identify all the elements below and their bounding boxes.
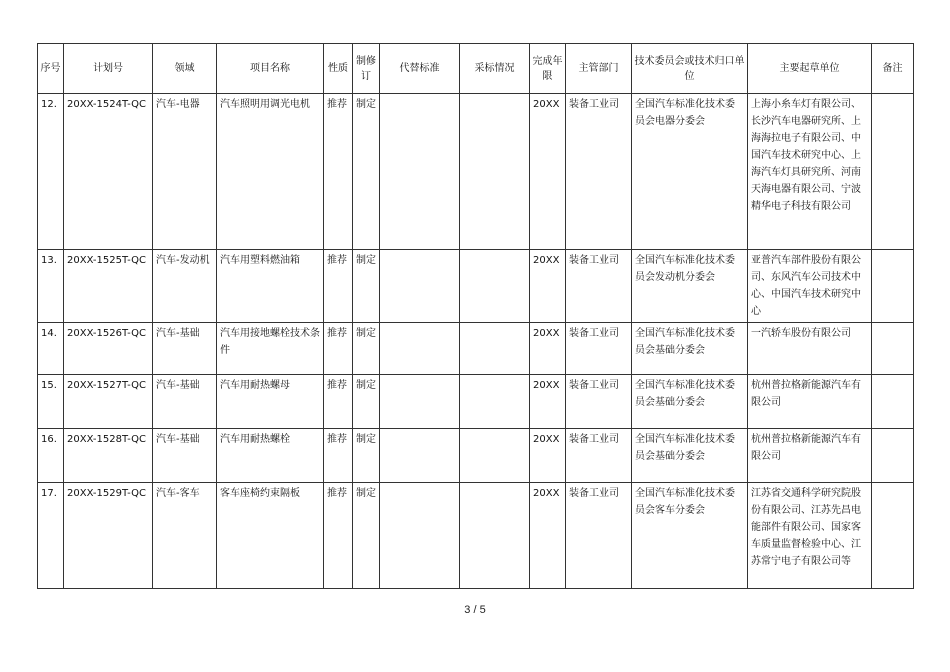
cell-domain: 汽车-基础 [153, 375, 217, 429]
cell-technical-committee: 全国汽车标准化技术委员会电器分委会 [632, 94, 748, 250]
cell-index: 15. [38, 375, 64, 429]
header-completion-year: 完成年限 [530, 44, 566, 94]
cell-replaced-standard [380, 375, 460, 429]
cell-remarks [872, 323, 914, 375]
header-remarks: 备注 [872, 44, 914, 94]
cell-nature: 推荐 [324, 250, 353, 323]
cell-index: 17. [38, 483, 64, 589]
cell-project-name: 汽车用耐热螺栓 [217, 429, 324, 483]
standards-plan-table [37, 43, 914, 589]
cell-technical-committee: 全国汽车标准化技术委员会基础分委会 [632, 375, 748, 429]
header-revision-type: 制修订 [353, 44, 380, 94]
cell-drafting-units: 杭州普拉格新能源汽车有限公司 [748, 429, 872, 483]
header-technical-committee: 技术委员会或技术归口单位 [632, 44, 748, 94]
cell-revision-type: 制定 [353, 94, 380, 250]
header-row [38, 44, 914, 94]
cell-adoption-status [460, 375, 530, 429]
cell-remarks [872, 250, 914, 323]
page-number: 3 / 5 [464, 604, 486, 616]
cell-plan-number: 20XX-1524T-QC [64, 94, 153, 250]
cell-competent-department: 装备工业司 [566, 375, 632, 429]
cell-plan-number: 20XX-1529T-QC [64, 483, 153, 589]
header-index: 序号 [38, 44, 64, 94]
cell-index: 12. [38, 94, 64, 250]
cell-replaced-standard [380, 323, 460, 375]
header-adoption-status: 采标情况 [460, 44, 530, 94]
table-row [38, 323, 914, 375]
cell-remarks [872, 483, 914, 589]
cell-replaced-standard [380, 94, 460, 250]
cell-adoption-status [460, 323, 530, 375]
cell-completion-year: 20XX [530, 250, 566, 323]
cell-completion-year: 20XX [530, 375, 566, 429]
cell-plan-number: 20XX-1526T-QC [64, 323, 153, 375]
cell-remarks [872, 429, 914, 483]
cell-index: 14. [38, 323, 64, 375]
table-row [38, 429, 914, 483]
cell-completion-year: 20XX [530, 323, 566, 375]
cell-completion-year: 20XX [530, 429, 566, 483]
cell-project-name: 客车座椅约束隔板 [217, 483, 324, 589]
cell-plan-number: 20XX-1528T-QC [64, 429, 153, 483]
cell-adoption-status [460, 250, 530, 323]
cell-completion-year: 20XX [530, 94, 566, 250]
cell-revision-type: 制定 [353, 429, 380, 483]
cell-remarks [872, 94, 914, 250]
header-drafting-units: 主要起草单位 [748, 44, 872, 94]
cell-revision-type: 制定 [353, 250, 380, 323]
cell-competent-department: 装备工业司 [566, 483, 632, 589]
cell-project-name: 汽车用接地螺栓技术条件 [217, 323, 324, 375]
cell-technical-committee: 全国汽车标准化技术委员会发动机分委会 [632, 250, 748, 323]
table-row [38, 94, 914, 250]
cell-technical-committee: 全国汽车标准化技术委员会客车分委会 [632, 483, 748, 589]
header-plan-number: 计划号 [64, 44, 153, 94]
header-project-name: 项目名称 [217, 44, 324, 94]
cell-remarks [872, 375, 914, 429]
cell-replaced-standard [380, 483, 460, 589]
cell-domain: 汽车-电器 [153, 94, 217, 250]
cell-adoption-status [460, 483, 530, 589]
cell-replaced-standard [380, 429, 460, 483]
cell-nature: 推荐 [324, 375, 353, 429]
cell-project-name: 汽车用耐热螺母 [217, 375, 324, 429]
cell-competent-department: 装备工业司 [566, 429, 632, 483]
header-domain: 领域 [153, 44, 217, 94]
header-replaced-standard: 代替标准 [380, 44, 460, 94]
cell-project-name: 汽车用塑料燃油箱 [217, 250, 324, 323]
table-row [38, 483, 914, 589]
cell-index: 13. [38, 250, 64, 323]
cell-plan-number: 20XX-1525T-QC [64, 250, 153, 323]
cell-domain: 汽车-客车 [153, 483, 217, 589]
cell-technical-committee: 全国汽车标准化技术委员会基础分委会 [632, 323, 748, 375]
cell-technical-committee: 全国汽车标准化技术委员会基础分委会 [632, 429, 748, 483]
table-row [38, 250, 914, 323]
cell-drafting-units: 亚普汽车部件股份有限公司、东风汽车公司技术中心、中国汽车技术研究中心 [748, 250, 872, 323]
cell-nature: 推荐 [324, 94, 353, 250]
cell-domain: 汽车-基础 [153, 323, 217, 375]
cell-drafting-units: 杭州普拉格新能源汽车有限公司 [748, 375, 872, 429]
cell-revision-type: 制定 [353, 375, 380, 429]
cell-completion-year: 20XX [530, 483, 566, 589]
cell-domain: 汽车-发动机 [153, 250, 217, 323]
header-competent-department: 主管部门 [566, 44, 632, 94]
cell-domain: 汽车-基础 [153, 429, 217, 483]
cell-competent-department: 装备工业司 [566, 94, 632, 250]
cell-revision-type: 制定 [353, 483, 380, 589]
cell-replaced-standard [380, 250, 460, 323]
cell-drafting-units: 一汽轿车股份有限公司 [748, 323, 872, 375]
cell-competent-department: 装备工业司 [566, 250, 632, 323]
cell-drafting-units: 江苏省交通科学研究院股份有限公司、江苏先昌电能部件有限公司、国家客车质量监督检验中心、江苏常宁电子有限公司等 [748, 483, 872, 589]
cell-competent-department: 装备工业司 [566, 323, 632, 375]
cell-adoption-status [460, 429, 530, 483]
cell-plan-number: 20XX-1527T-QC [64, 375, 153, 429]
cell-nature: 推荐 [324, 323, 353, 375]
cell-nature: 推荐 [324, 483, 353, 589]
cell-project-name: 汽车照明用调光电机 [217, 94, 324, 250]
header-nature: 性质 [324, 44, 353, 94]
table-row [38, 375, 914, 429]
cell-drafting-units: 上海小糸车灯有限公司、长沙汽车电器研究所、上海海拉电子有限公司、中国汽车技术研究中心、上海汽车灯具研究所、河南天海电器有限公司、宁波精华电子科技有限公司 [748, 94, 872, 250]
cell-revision-type: 制定 [353, 323, 380, 375]
cell-nature: 推荐 [324, 429, 353, 483]
cell-index: 16. [38, 429, 64, 483]
cell-adoption-status [460, 94, 530, 250]
